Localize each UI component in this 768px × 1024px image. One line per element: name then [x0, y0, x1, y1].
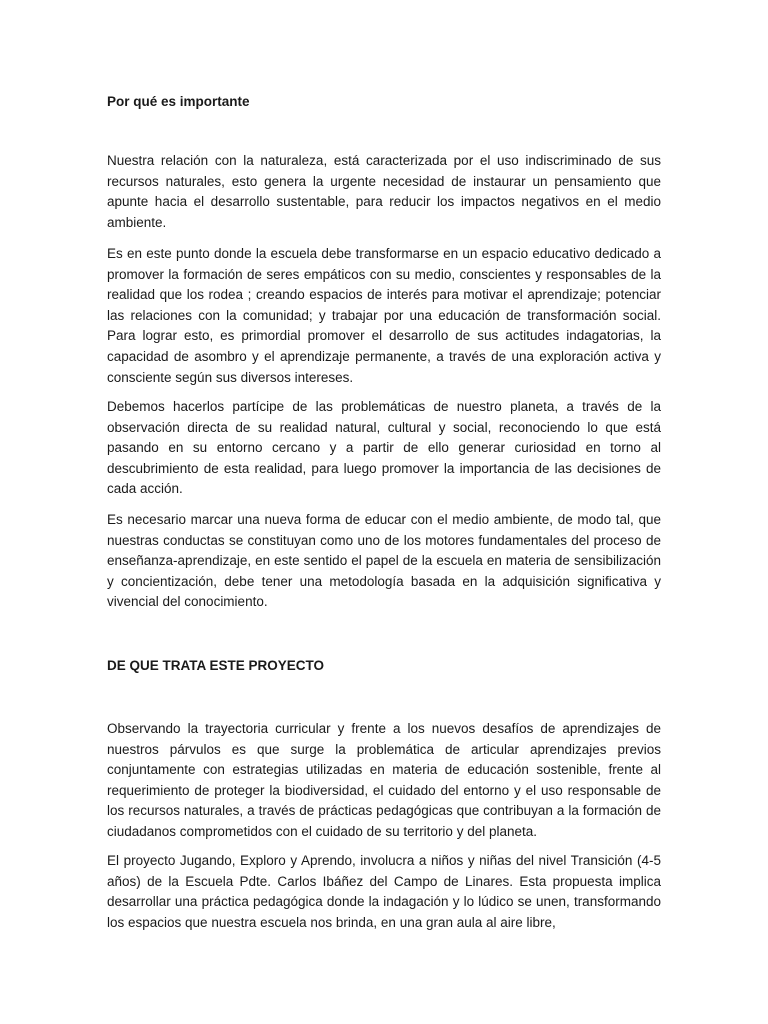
paragraph: Debemos hacerlos partícipe de las problemáticas de nuestro planeta, a través de la observación directa de su realidad natural, cultural y social, reconociendo lo que está pasando en su entorno cercano y a partir de ello generar curiosidad en torno al descubrimiento de esta realidad, para luego promover la importancia de las decisiones de cada acción. — [107, 399, 661, 497]
section-heading-importance: Por qué es importante — [107, 94, 250, 109]
paragraph: Es necesario marcar una nueva forma de educar con el medio ambiente, de modo tal, que nuestras conductas se constituyan como uno de los motores fundamentales del proceso de enseñanza-aprendizaje, en este sentido el papel de la escuela en materia de sensibilización y concientización, debe tener una metodología basada en la adquisición significativa y vivencial del conocimiento. — [107, 512, 661, 610]
section-heading-project: DE QUE TRATA ESTE PROYECTO — [107, 658, 325, 673]
paragraph: Es en este punto donde la escuela debe transformarse en un espacio educativo dedicado a promover la formación de seres empáticos con su medio, conscientes y responsables de la realidad que los rodea ; creando espacios de interés para motivar el aprendizaje; potenciar las relaciones con la comunidad; y trabajar por una educación de transformación social. Para lograr esto, es primordial promover el desarrollo de sus actitudes indagatorias, la capacidad de asombro y el aprendizaje permanente, a través de una exploración activa y consciente según sus diversos intereses. — [107, 246, 661, 385]
paragraph: Nuestra relación con la naturaleza, está caracterizada por el uso indiscriminado de sus recursos naturales, esto genera la urgente necesidad de instaurar un pensamiento que apunte hacia el desarrollo sustentable, para reducir los impactos negativos en el medio ambiente. — [107, 153, 661, 230]
paragraph: El proyecto Jugando, Exploro y Aprendo, involucra a niños y niñas del nivel Transición (4-5 años) de la Escuela Pdte. Carlos Ibáñez del Campo de Linares. Esta propuesta implica desarrollar una práctica pedagógica donde la indagación y lo lúdico se unen, transformando los espacios que nuestra escuela nos brinda, en una gran aula al aire libre, — [107, 853, 661, 930]
paragraph: Observando la trayectoria curricular y frente a los nuevos desafíos de aprendizajes de nuestros párvulos es que surge la problemática de articular aprendizajes previos conjuntamente con estrategias utilizadas en materia de educación sostenible, frente al requerimiento de proteger la biodiversidad, el cuidado del entorno y el uso responsable de los recursos naturales, a través de prácticas pedagógicas que contribuyan a la formación de ciudadanos comprometidos con el cuidado de su territorio y del planeta. — [107, 721, 661, 839]
